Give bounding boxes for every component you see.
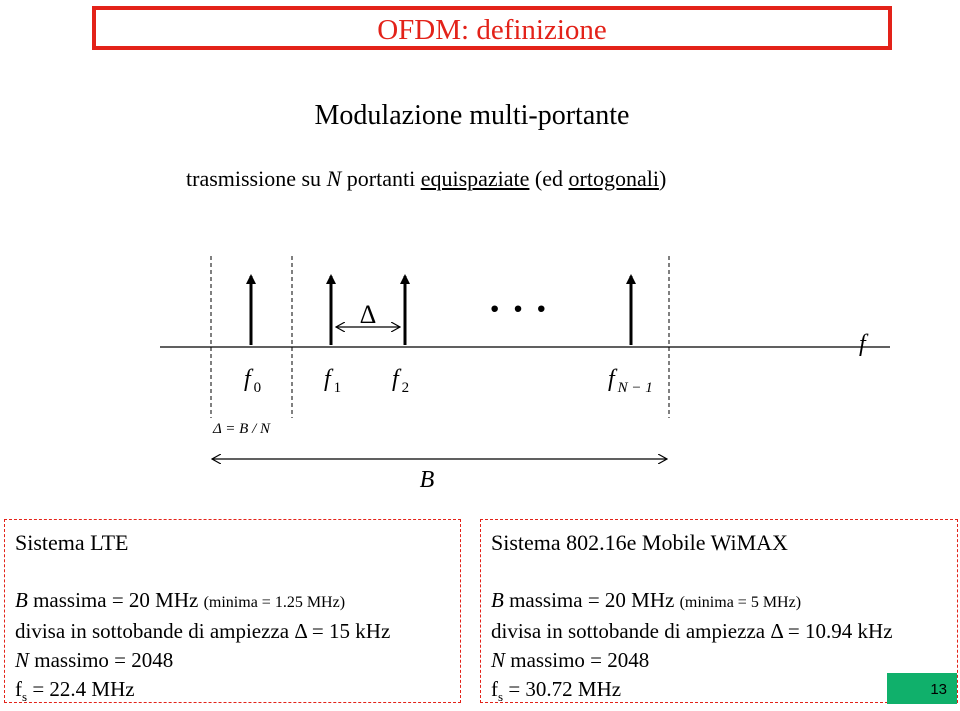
wimax-details (491, 586, 893, 711)
bandwidth-label: B (419, 467, 435, 493)
page-number-badge (887, 673, 957, 704)
subtitle-mid2: (ed (529, 166, 569, 191)
wimax-line-fs: $f_s = 30.72$ MHz (491, 677, 622, 705)
label-f1: f $_1$ (324, 366, 342, 396)
subtitle-n: N (326, 166, 342, 191)
lte-details (15, 586, 390, 711)
spacing-label: Δ (359, 300, 377, 329)
wimax-line-bandwidth: B massima = 20 MHz (minima = 5 MHz) (491, 588, 802, 612)
label-f2: f $_2$ (392, 366, 410, 396)
slide-heading: Modulazione multi-portante (314, 100, 630, 131)
lte-box (4, 519, 461, 703)
slide-title: OFDM: definizione (377, 14, 607, 46)
ellipsis: · · · (487, 286, 549, 331)
subtitle-equispaziate: equispaziate (420, 166, 530, 191)
wimax-title: Sistema 802.16e Mobile WiMAX (491, 530, 788, 555)
lte-line-fs: $f_s = 22.4$ MHz (15, 677, 135, 705)
frequency-axis-label: f (859, 331, 866, 357)
subtitle-pre: trasmissione su (186, 166, 327, 191)
lte-title: Sistema LTE (15, 530, 129, 555)
wimax-line-n: N massimo = 2048 (491, 648, 650, 672)
label-fN-1: f $_{N - 1}$ (608, 366, 653, 396)
subtitle-mid: portanti (341, 166, 421, 191)
spacing-formula: Δ = B / N (213, 421, 270, 437)
wimax-line-subband: divisa in sottobande di ampiezza Δ = 10.94 kHz (491, 619, 893, 643)
lte-line-n: N massimo = 2048 (15, 648, 174, 672)
label-f0: f $_0$ (244, 366, 262, 396)
subtitle-ortogonali: ortogonali (568, 166, 659, 191)
lte-line-subband: divisa in sottobande di ampiezza Δ = 15 kHz (15, 619, 391, 643)
lte-line-bandwidth: B massima = 20 MHz (minima = 1.25 MHz) (15, 588, 346, 612)
page-number: 13 (930, 681, 947, 698)
subtitle-post: ) (658, 166, 667, 191)
